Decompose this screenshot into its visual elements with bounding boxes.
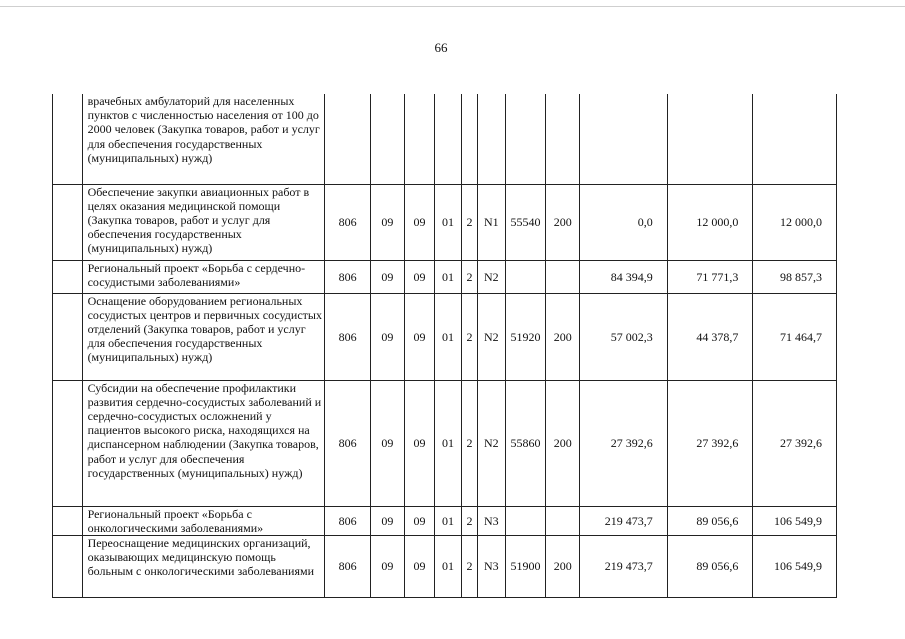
subprogram-code-cell: 2 — [461, 506, 477, 535]
section-code-cell: 09 — [371, 535, 405, 597]
amount-year3-cell: 98 857,3 — [753, 260, 837, 293]
section-code-cell — [371, 94, 405, 184]
expense-type-cell: 200 — [546, 184, 580, 260]
subprogram-code-cell: 2 — [461, 184, 477, 260]
amount-year1-cell — [580, 94, 668, 184]
ministry-code-cell: 806 — [325, 293, 371, 380]
expense-type-cell: 200 — [546, 293, 580, 380]
amount-year1-cell: 57 002,3 — [580, 293, 668, 380]
section-code-cell: 09 — [371, 260, 405, 293]
row-number-cell — [53, 293, 83, 380]
amount-year2-cell: 12 000,0 — [667, 184, 753, 260]
expense-name-cell: Переоснащение медицинских организаций, оказывающих медицинскую помощь больным с онкологическими заболеваниями — [82, 535, 325, 597]
ministry-code-cell: 806 — [325, 380, 371, 506]
expense-name-cell: врачебных амбулаторий для населенных пунктов с численностью населения от 100 до 2000 человек (Закупка товаров, работ и услуг для обеспечения государственных (муниципальных) нужд) — [82, 94, 325, 184]
program-code-cell: 01 — [435, 506, 462, 535]
amount-year1-cell: 219 473,7 — [580, 535, 668, 597]
expense-name-cell: Субсидии на обеспечение профилактики развития сердечно-сосудистых заболеваний и сердечно-сосудистых осложнений у пациентов высокого риска, находящихся на диспансерном наблюдении (Закупка товаров, работ и услуг для обеспечения государственных (муниципальных) нужд) — [82, 380, 325, 506]
table-row — [53, 94, 837, 184]
direction-code-cell: 55540 — [505, 184, 546, 260]
section-code-cell: 09 — [371, 293, 405, 380]
subsection-code-cell: 09 — [404, 535, 435, 597]
ministry-code-cell: 806 — [325, 506, 371, 535]
subsection-code-cell: 09 — [404, 380, 435, 506]
table-row — [53, 380, 837, 506]
scan-edge-line — [0, 6, 905, 7]
amount-year2-cell: 71 771,3 — [667, 260, 753, 293]
expense-type-cell — [546, 94, 580, 184]
program-code-cell: 01 — [435, 184, 462, 260]
ministry-code-cell — [325, 94, 371, 184]
subprogram-code-cell: 2 — [461, 380, 477, 506]
budget-table-body — [53, 94, 837, 597]
subsection-code-cell: 09 — [404, 260, 435, 293]
ministry-code-cell: 806 — [325, 535, 371, 597]
subprogram-code-cell — [461, 94, 477, 184]
subsection-code-cell — [404, 94, 435, 184]
table-row — [53, 535, 837, 597]
amount-year3-cell: 27 392,6 — [753, 380, 837, 506]
table-row — [53, 184, 837, 260]
project-code-cell — [478, 94, 506, 184]
expense-type-cell: 200 — [546, 380, 580, 506]
project-code-cell: N2 — [478, 380, 506, 506]
section-code-cell: 09 — [371, 506, 405, 535]
amount-year1-cell: 84 394,9 — [580, 260, 668, 293]
expense-type-cell — [546, 506, 580, 535]
row-number-cell — [53, 260, 83, 293]
table-row — [53, 506, 837, 535]
ministry-code-cell: 806 — [325, 184, 371, 260]
expense-name-cell: Обеспечение закупки авиационных работ в целях оказания медицинской помощи (Закупка товаров, работ и услуг для обеспечения государственных (муниципальных) нужд) — [82, 184, 325, 260]
row-number-cell — [53, 535, 83, 597]
subprogram-code-cell: 2 — [461, 293, 477, 380]
amount-year3-cell: 106 549,9 — [753, 535, 837, 597]
ministry-code-cell: 806 — [325, 260, 371, 293]
subsection-code-cell: 09 — [404, 506, 435, 535]
amount-year2-cell: 44 378,7 — [667, 293, 753, 380]
amount-year3-cell: 12 000,0 — [753, 184, 837, 260]
program-code-cell: 01 — [435, 260, 462, 293]
program-code-cell: 01 — [435, 535, 462, 597]
page-number: 66 — [434, 40, 448, 55]
amount-year1-cell: 27 392,6 — [580, 380, 668, 506]
expense-type-cell — [546, 260, 580, 293]
amount-year1-cell: 0,0 — [580, 184, 668, 260]
expense-name-cell: Оснащение оборудованием региональных сосудистых центров и первичных сосудистых отделений (Закупка товаров, работ и услуг для обеспечения государственных (муниципальных) нужд) — [82, 293, 325, 380]
project-code-cell: N2 — [478, 260, 506, 293]
project-code-cell: N3 — [478, 535, 506, 597]
subsection-code-cell: 09 — [404, 293, 435, 380]
direction-code-cell: 51900 — [505, 535, 546, 597]
amount-year3-cell: 106 549,9 — [753, 506, 837, 535]
table-row — [53, 293, 837, 380]
direction-code-cell — [505, 94, 546, 184]
program-code-cell — [435, 94, 462, 184]
amount-year2-cell: 27 392,6 — [667, 380, 753, 506]
direction-code-cell: 51920 — [505, 293, 546, 380]
row-number-cell — [53, 506, 83, 535]
amount-year2-cell: 89 056,6 — [667, 506, 753, 535]
expense-name-cell: Региональный проект «Борьба с сердечно-сосудистыми заболеваниями» — [82, 260, 325, 293]
row-number-cell — [53, 94, 83, 184]
project-code-cell: N2 — [478, 293, 506, 380]
direction-code-cell — [505, 506, 546, 535]
budget-table — [52, 94, 837, 598]
program-code-cell: 01 — [435, 380, 462, 506]
section-code-cell: 09 — [371, 380, 405, 506]
project-code-cell: N3 — [478, 506, 506, 535]
section-code-cell: 09 — [371, 184, 405, 260]
amount-year2-cell: 89 056,6 — [667, 535, 753, 597]
table-row — [53, 260, 837, 293]
program-code-cell: 01 — [435, 293, 462, 380]
amount-year3-cell: 71 464,7 — [753, 293, 837, 380]
expense-type-cell: 200 — [546, 535, 580, 597]
row-number-cell — [53, 380, 83, 506]
expense-name-cell: Региональный проект «Борьба с онкологическими заболеваниями» — [82, 506, 325, 535]
amount-year3-cell — [753, 94, 837, 184]
amount-year2-cell — [667, 94, 753, 184]
amount-year1-cell: 219 473,7 — [580, 506, 668, 535]
subprogram-code-cell: 2 — [461, 535, 477, 597]
project-code-cell: N1 — [478, 184, 506, 260]
subprogram-code-cell: 2 — [461, 260, 477, 293]
direction-code-cell — [505, 260, 546, 293]
direction-code-cell: 55860 — [505, 380, 546, 506]
subsection-code-cell: 09 — [404, 184, 435, 260]
row-number-cell — [53, 184, 83, 260]
